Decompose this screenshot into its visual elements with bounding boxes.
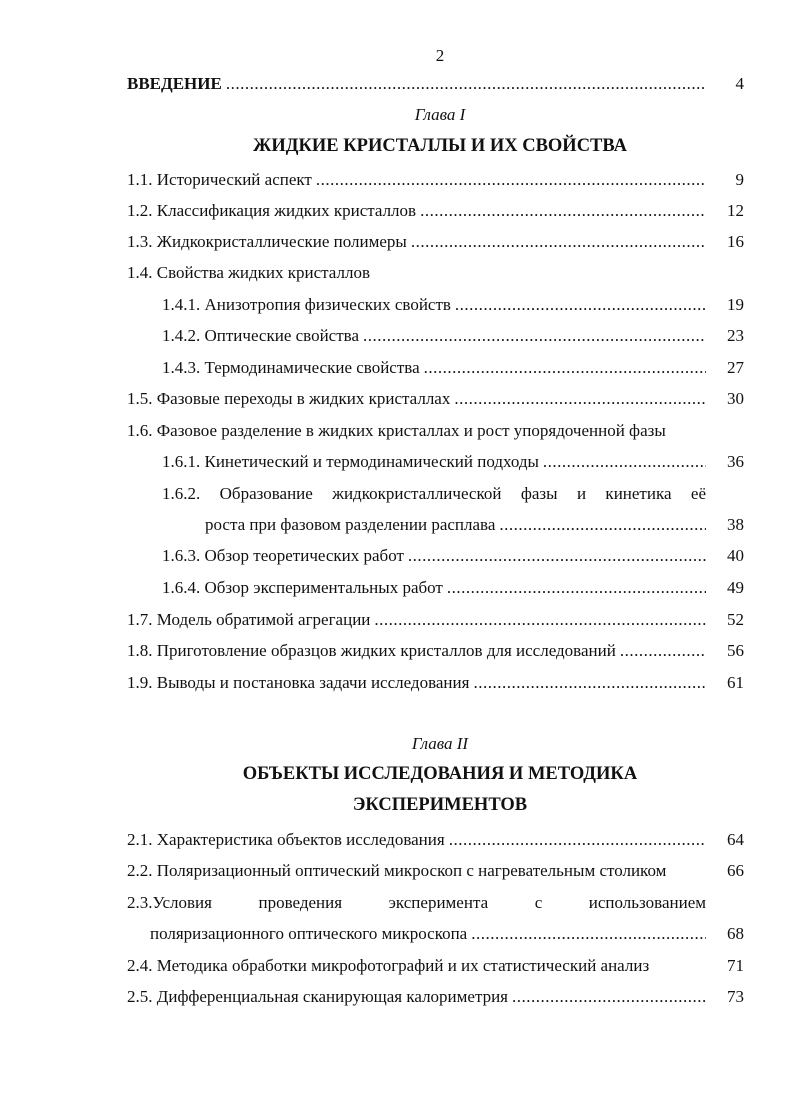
chapter-2-title-line2: ЭКСПЕРИМЕНТОВ — [352, 795, 528, 815]
toc-entry-intro[interactable] — [127, 73, 744, 95]
chapter-1-title: ЖИДКИЕ КРИСТАЛЛЫ И ИХ СВОЙСТВА — [253, 136, 627, 156]
toc-entry[interactable] — [127, 892, 706, 914]
page-number: 2 — [435, 46, 445, 65]
toc-page: 12 — [727, 201, 744, 220]
toc-label: 1.6.1. Кинетический и термодинамический подходы — [162, 452, 539, 471]
toc-label-word: эксперимента — [388, 893, 489, 912]
chapter-2-label: Глава II — [411, 734, 469, 753]
leader-dots — [316, 169, 706, 191]
toc-label: 2.4. Методика обработки микрофотографий и их статистический анализ — [127, 956, 650, 975]
toc-page: 52 — [727, 610, 744, 629]
toc-label: 1.1. Исторический аспект — [127, 170, 312, 189]
leader-dots — [408, 545, 706, 567]
toc-entry[interactable] — [127, 860, 744, 882]
leader-dots — [424, 357, 706, 379]
toc-label-word: использованием — [588, 893, 706, 912]
toc-label: 1.6.4. Обзор экспериментальных работ — [162, 578, 443, 597]
toc-label: 1.9. Выводы и постановка задачи исследования — [127, 673, 470, 692]
leader-dots — [454, 388, 706, 410]
toc-page: 19 — [727, 295, 744, 314]
toc-entry[interactable] — [162, 357, 744, 379]
chapter-2-title-line1: ОБЪЕКТЫ ИССЛЕДОВАНИЯ И МЕТОДИКА — [242, 764, 638, 784]
toc-entry[interactable] — [162, 451, 744, 473]
toc-entry[interactable] — [162, 545, 744, 567]
toc-page: 36 — [727, 452, 744, 471]
toc-page: 16 — [727, 232, 744, 251]
toc-label: 2.2. Поляризационный оптический микроскоп с нагревательным столиком — [127, 861, 667, 880]
toc-label: 1.4.3. Термодинамические свойства — [162, 358, 420, 377]
leader-dots — [411, 231, 706, 253]
toc-label: 2.5. Дифференциальная сканирующая калориметрия — [127, 987, 509, 1006]
toc-page: 68 — [727, 924, 744, 943]
toc-label: 1.3. Жидкокристаллические полимеры — [127, 232, 407, 251]
leader-dots — [226, 73, 706, 95]
toc-entry[interactable] — [127, 986, 744, 1008]
toc-page: 38 — [727, 515, 744, 534]
toc-page: 40 — [727, 546, 744, 565]
toc-label: 1.6.2. Образование жидкокристаллической фазы и кинетика её — [162, 484, 706, 503]
toc-entry[interactable] — [127, 609, 744, 631]
leader-dots — [471, 923, 706, 945]
toc-entry[interactable] — [127, 640, 744, 662]
toc-entry-continuation[interactable] — [150, 923, 744, 945]
toc-page: 56 — [727, 641, 744, 660]
toc-label-word: проведения — [258, 893, 343, 912]
toc-label: 2.1. Характеристика объектов исследования — [127, 830, 445, 849]
leader-dots — [449, 829, 706, 851]
toc-page: 49 — [727, 578, 744, 597]
toc-page: 27 — [727, 358, 744, 377]
toc-label: роста при фазовом разделении расплава — [205, 515, 496, 534]
leader-dots — [455, 294, 706, 316]
toc-page: 30 — [727, 389, 744, 408]
toc-label: 1.2. Классификация жидких кристаллов — [127, 201, 417, 220]
toc-label: поляризационного оптического микроскопа — [150, 924, 468, 943]
leader-dots — [499, 514, 706, 536]
toc-label-word: с — [534, 893, 543, 912]
toc-entry[interactable] — [127, 231, 744, 253]
leader-dots — [473, 672, 706, 694]
toc-page: 61 — [727, 673, 744, 692]
toc-label: 1.7. Модель обратимой агрегации — [127, 610, 371, 629]
toc-label: 1.4.1. Анизотропия физических свойств — [162, 295, 451, 314]
toc-label: 1.4. Свойства жидких кристаллов — [127, 263, 370, 282]
toc-entry[interactable] — [127, 200, 744, 222]
chapter-1-label: Глава I — [414, 105, 466, 124]
leader-dots — [374, 609, 706, 631]
leader-dots — [447, 577, 706, 599]
toc-page: 9 — [735, 170, 744, 189]
toc-label: 1.6. Фазовое разделение в жидких кристаллах и рост упорядоченной фазы — [127, 421, 666, 440]
toc-entry[interactable] — [162, 325, 744, 347]
toc-entry[interactable] — [162, 294, 744, 316]
leader-dots — [512, 986, 706, 1008]
toc-entry[interactable] — [162, 483, 706, 505]
toc-page: 23 — [727, 326, 744, 345]
toc-page: 64 — [727, 830, 744, 849]
leader-dots — [620, 640, 706, 662]
leader-dots — [543, 451, 706, 473]
toc-entry-continuation[interactable] — [205, 514, 744, 536]
toc-entry[interactable] — [127, 262, 744, 284]
leader-dots — [363, 325, 706, 347]
toc-page: 4 — [735, 74, 744, 93]
toc-entry[interactable] — [127, 829, 744, 851]
toc-entry[interactable] — [127, 388, 744, 410]
toc-entry[interactable] — [127, 672, 744, 694]
leader-dots — [420, 200, 706, 222]
toc-label: 1.6.3. Обзор теоретических работ — [162, 546, 404, 565]
toc-label-word: 2.3.Условия — [127, 893, 212, 912]
toc-page: 66 — [727, 861, 744, 880]
toc-label: 1.5. Фазовые переходы в жидких кристаллах — [127, 389, 451, 408]
toc-entry[interactable] — [127, 169, 744, 191]
toc-label: ВВЕДЕНИЕ — [127, 74, 222, 93]
toc-entry[interactable] — [127, 955, 744, 977]
toc-page: 71 — [727, 956, 744, 975]
toc-label: 1.8. Приготовление образцов жидких кристаллов для исследований — [127, 641, 616, 660]
toc-page: 73 — [727, 987, 744, 1006]
toc-entry[interactable] — [127, 420, 744, 442]
toc-entry[interactable] — [162, 577, 744, 599]
toc-label: 1.4.2. Оптические свойства — [162, 326, 359, 345]
